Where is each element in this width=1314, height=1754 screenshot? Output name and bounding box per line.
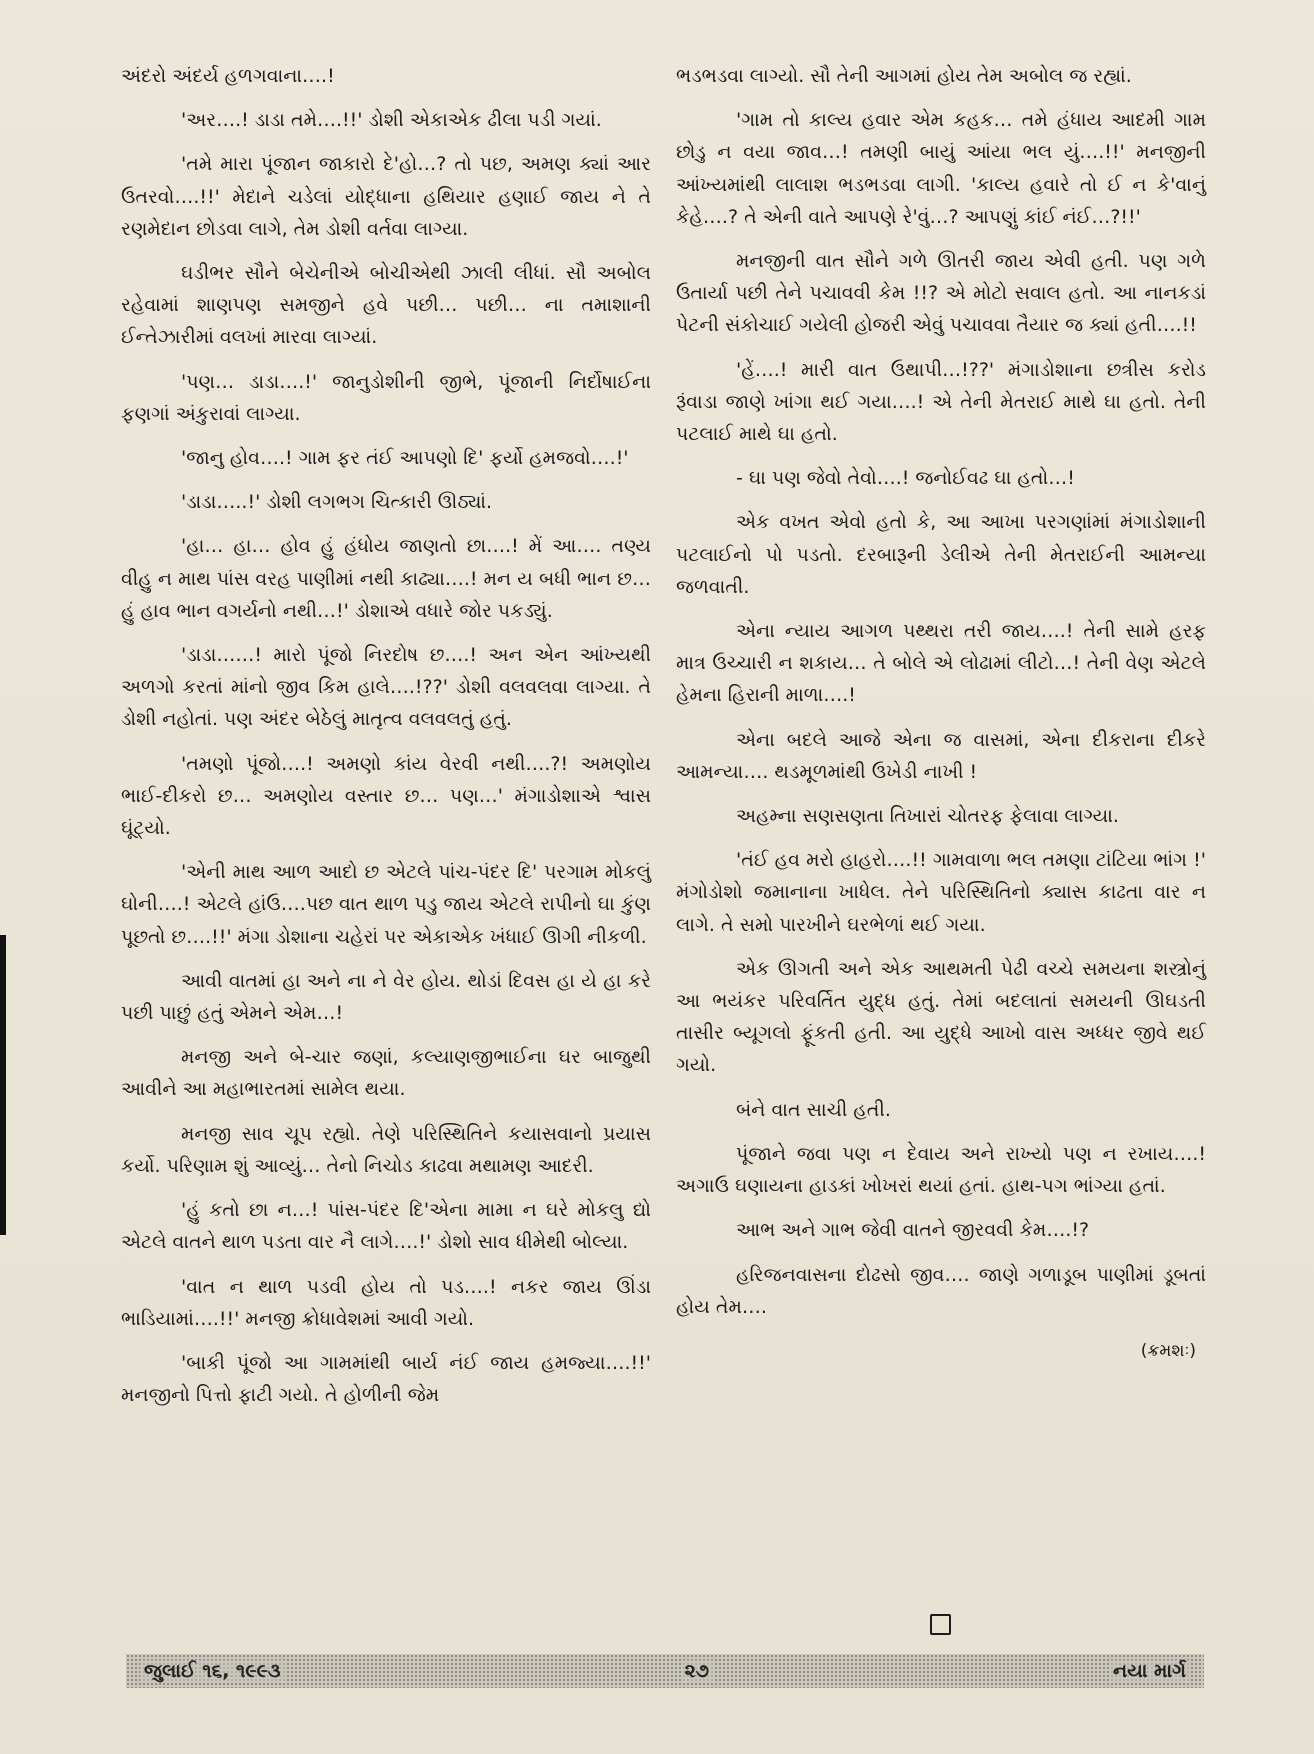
paragraph: 'વાત ન થાળ પડવી હોય તો પડ….! નકર જાય ઊંડા ભાડિયામાં….!!' મનજી ક્રોધાવેશમાં આવી ગયો.	[121, 1275, 651, 1330]
paragraph: મનજી સાવ ચૂપ રહ્યો. તેણે પરિસ્થિતિને કયાસવાનો પ્રયાસ કર્યો. પરિણામ શું આવ્યું… તેનો નિચોડ કાઢવા મથામણ આદરી.	[121, 1122, 651, 1177]
paragraph: 'હું કતો છા ન…! પાંસ-પંદર દિ'એના મામા ન ઘરે મોકલુ દ્યો એટલે વાતને થાળ પડતા વાર નૈ લાગે….!' ડોશો સાવ ધીમેથી બોલ્યા.	[121, 1199, 651, 1254]
paragraph: 'જાનુ હોવ….! ગામ ફર તંઈ આપણો દિ' ફર્યો હમજવો….!'	[181, 447, 629, 470]
magazine-name: નયા માર્ગ	[1109, 1660, 1190, 1682]
paragraph: મનજી અને બે-ચાર જણાં, કલ્યાણજીભાઈના ઘર બાજુથી આવીને આ મહાભારતમાં સામેલ થયા.	[121, 1046, 651, 1101]
paragraph: એક વખત એવો હતો કે, આ આખા પરગણાંમાં મંગાડોશાની પટલાઈનો પો પડતો. દરબારૂની ડેલીએ તેની મેતરાઈની આમન્યા જળવાતી.	[676, 511, 1206, 598]
paragraph: 'હા… હા… હોવ હું હંધોય જાણતો છા….! મેં આ…. તણ્ય વીહુ ન માથ પાંસ વરહ પાણીમાં નથી કાઢ્યા….! મન ય બધી ભાન છ… હું હાવ ભાન વગર્યનો નથી…!' ડોશાએ વધારે જોર પકડ્યું.	[121, 535, 651, 622]
paragraph: અહમ્ના સણસણતા તિખારાં ચોતરફ ફેલાવા લાગ્યા.	[736, 805, 1119, 828]
paragraph: આવી વાતમાં હા અને ના ને વેર હોય. થોડાં દિવસ હા યે હા કરે પછી પાછું હતું એમને એમ…!	[121, 969, 651, 1025]
paragraph: 'હેં….! મારી વાત ઉથાપી…!??' મંગાડોશાના છત્રીસ કરોડ રૂંવાડા જાણે ખાંગા થઈ ગયા….! એ તેની મેતરાઈ માથે ઘા હતો. તેની પટલાઈ માથે ઘા હતો.	[676, 358, 1206, 446]
end-of-article-box-icon	[930, 1614, 951, 1635]
paragraph: 'એની માથ આળ આદો છ એટલે પાંચ-પંદર દિ' પરગામ મોકલું ઘોની….! એટલે હાંઉ….પછ વાત થાળ પડુ જાય એટલે રાપીનો ઘા કુંણ પૂછતો છ….!!' મંગા ડોશાના ચહેરાં પર એકાએક ખંધાઈ ઊગી નીકળી.	[121, 861, 651, 948]
paragraph: પૂંજાને જવા પણ ન દેવાય અને રાખ્યો પણ ન રખાય….! અગાઉ ઘણાયના હાડકાં ખોખરાં થયાં હતાં. હાથ-પગ ભાંગ્યા હતાં.	[676, 1142, 1206, 1198]
paragraph: ભડભડવા લાગ્યો. સૌ તેની આગમાં હોય તેમ અબોલ જ રહ્યાં.	[676, 65, 1132, 87]
paragraph: આભ અને ગાભ જેવી વાતને જીરવવી કેમ….!?	[736, 1219, 1090, 1242]
paragraph: એક ઊગતી અને એક આથમતી પેઢી વચ્ચે સમયના શસ્ત્રોનું આ ભયંકર પરિવર્તિત યુદ્ધ હતું. તેમાં બદલાતાં સમયની ઊઘડતી તાસીર બ્યૂગલો ફૂંકતી હતી. આ યુદ્ધે આખો વાસ અધ્ધર જીવે થઈ ગયો.	[676, 957, 1206, 1077]
paragraph: ઘડીભર સૌને બેચેનીએ બોચીએથી ઝાલી લીધાં. સૌ અબોલ રહેવામાં શાણપણ સમજીને હવે પછી… પછી… ના તમાશાની ઈન્તેઝારીમાં વલખાં મારવા લાગ્યાં.	[121, 262, 651, 349]
paragraph: 'તમે મારા પૂંજાન જાકારો દે'હો…? તો પછ, અમણ ક્યાં આર ઉતરવો….!!' મેદાને ચડેલાં યોદ્ધાના હથિયાર હણાઈ જાય ને તે રણમેદાન છોડવા લાગે, તેમ ડોશી વર્તવા લાગ્યા.	[121, 153, 651, 240]
page-footer	[126, 1654, 1204, 1688]
issue-date: જુલાઈ ૧૬, ૧૯૯૩	[140, 1660, 285, 1682]
right-text-column	[676, 60, 1206, 1367]
paragraph: - ઘા પણ જેવો તેવો….! જનોઈવઢ ઘા હતો…!	[736, 467, 1075, 490]
scan-edge-shadow	[0, 935, 6, 1235]
paragraph: 'બાકી પૂંજો આ ગામમાંથી બાર્ય નંઈ જાય હમજ્યા….!!' મનજીનો પિત્તો ફાટી ગયો. તે હોળીની જેમ	[121, 1351, 651, 1407]
paragraph: 'પણ… ડાડા….!' જાનુડોશીની જીભે, પૂંજાની નિર્દોષાઈના ફણગાં અંકુરાવાં લાગ્યા.	[121, 370, 651, 425]
paragraph: હરિજનવાસના દોઢસો જીવ…. જાણે ગળાડૂબ પાણીમાં ડૂબતાં હોય તેમ….	[676, 1263, 1206, 1318]
paragraph: અંદરો અંદર્ય હળગવાના….!	[121, 65, 335, 87]
continued-note: (ક્રમશઃ)	[1140, 1340, 1196, 1361]
paragraph: એના ન્યાય આગળ પથ્થરા તરી જાય….! તેની સામે હરફ માત્ર ઉચ્ચારી ન શકાય… તે બોલે એ લોઢામાં લીટો…! તેની વેણ એટલે હેમના હિરાની માળા….!	[676, 620, 1206, 707]
paragraph: 'ગામ તો કાલ્ય હવાર એમ કહક… તમે હંધાય આદમી ગામ છોડુ ન વયા જાવ…! તમણી બાયું આંયા ભલ યું….!!' મનજીની આંખ્યમાંથી લાલાશ ભડભડવા લાગી. 'કાલ્ય હવારે તો ઈ ન કે'વાનું કેહે….? તે એની વાતે આપણે રે'વું…? આપણું કાંઈ નંઈ…?!!'	[676, 109, 1206, 228]
paragraph: મનજીની વાત સૌને ગળે ઊતરી જાય એવી હતી. પણ ગળે ઉતાર્યા પછી તેને પચાવવી કેમ !!? એ મોટો સવાલ હતો. આ નાનકડાં પેટની સંકોચાઈ ગયેલી હોજરી એવું પચાવવા તૈયાર જ ક્યાં હતી….!!	[676, 250, 1206, 337]
paragraph: બંને વાત સાચી હતી.	[736, 1098, 891, 1121]
left-text-column	[121, 60, 651, 1423]
paragraph: 'ડાડા…..!' ડોશી લગભગ ચિત્કારી ઊઠ્યાં.	[181, 491, 493, 514]
paragraph: 'ડાડા……! મારો પૂંજો નિરદોષ છ….! અન એન આંખ્યથી અળગો કરતાં માંનો જીવ કિમ હાલે….!??' ડોશી વલવલવા લાગ્યા. તે ડોશી નહોતાં. પણ અંદર બેઠેલું માતૃત્વ વલવલતું હતું.	[121, 644, 651, 731]
paragraph: 'તંઈ હવ મરો હાહરો….!! ગામવાળા ભલ તમણા ટાંટિયા ભાંગ !' મંગોડોશો જમાનાના ખાધેલ. તેને પરિસ્થિતિનો ક્યાસ કાઢતા વાર ન લાગે. તે સમો પારખીને ઘરભેળાં થઈ ગયા.	[676, 849, 1206, 936]
paragraph: એના બદલે આજે એના જ વાસમાં, એના દીકરાના દીકરે આમન્યા…. થડમૂળમાંથી ઉખેડી નાખી !	[676, 728, 1206, 783]
paragraph: 'અર….! ડાડા તમે….!!' ડોશી એકાએક ઢીલા પડી ગયાં.	[181, 109, 602, 132]
page-number: ૨૭	[681, 1660, 713, 1682]
paragraph: 'તમણો પૂંજો….! અમણો કાંય વેરવી નથી….?! અમણોય ભાઈ-દીકરો છ… અમણોય વસ્તાર છ… પણ…' મંગાડોશાએ શ્વાસ ઘૂંટ્યો.	[121, 752, 651, 840]
